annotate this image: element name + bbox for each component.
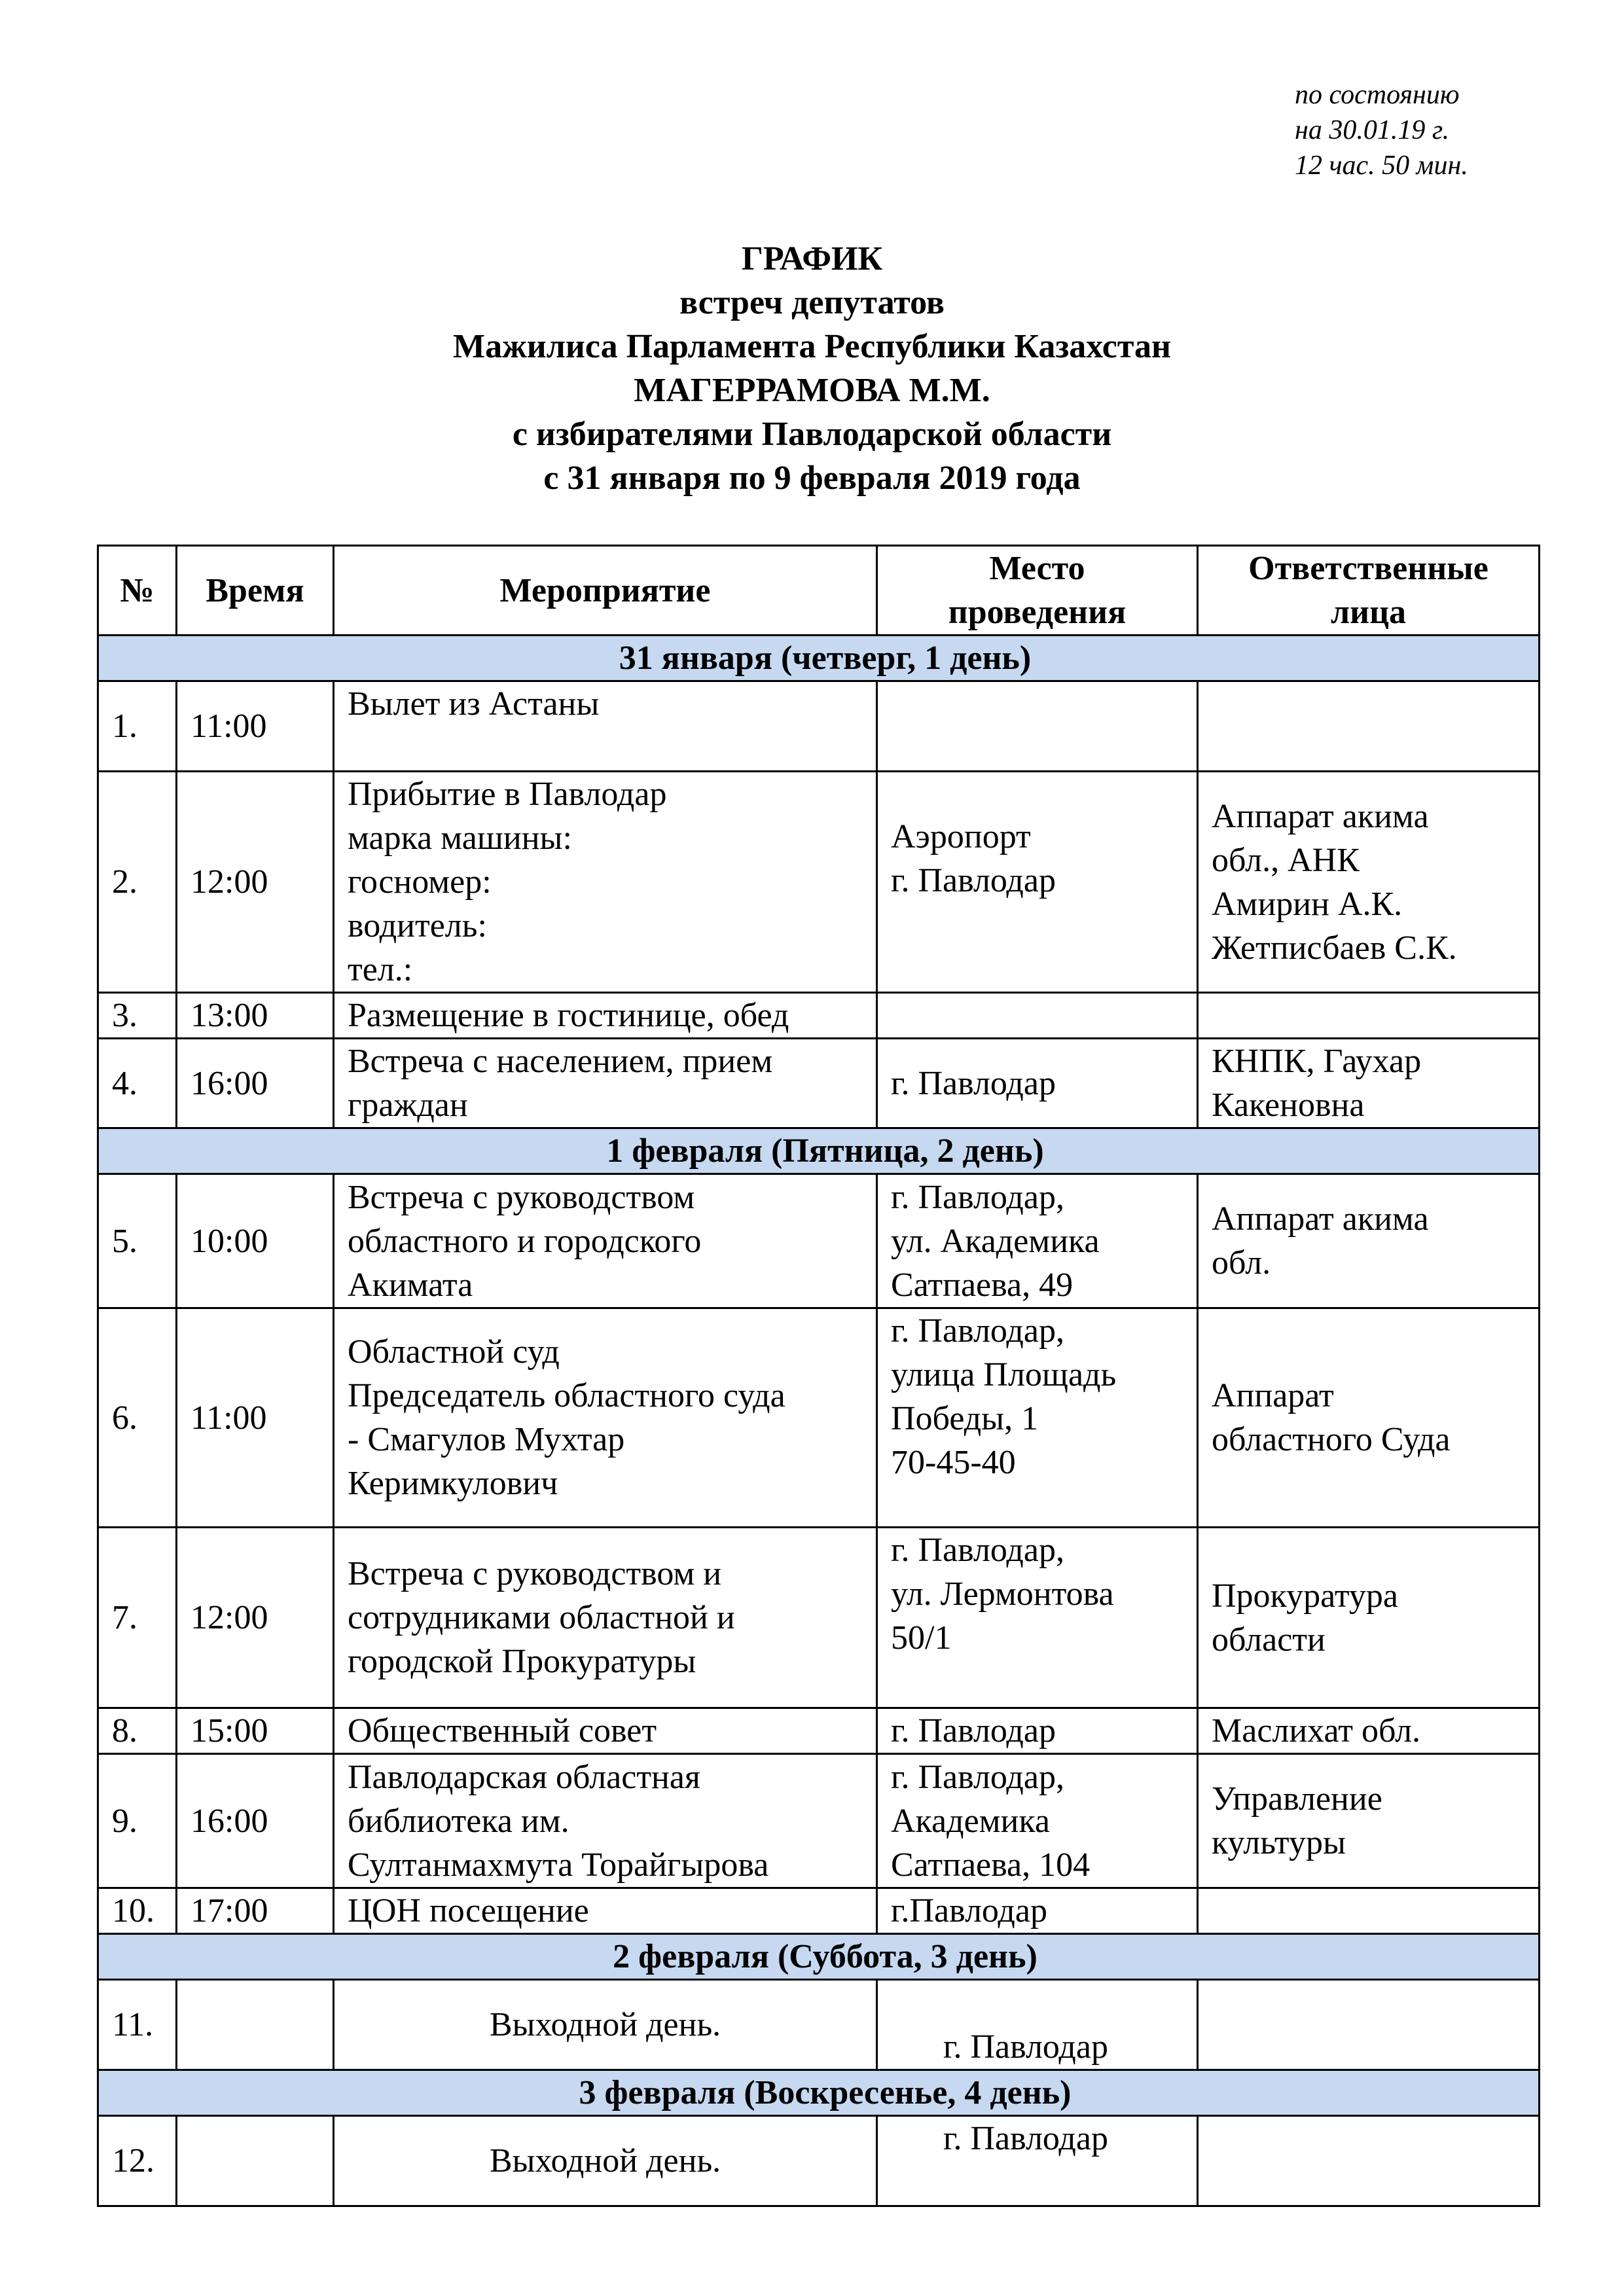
- cell-event: Общественный совет: [334, 1708, 877, 1754]
- table-row: [98, 993, 1540, 1039]
- cell-number: 9.: [98, 1754, 177, 1888]
- cell-responsible: Маслихат обл.: [1198, 1708, 1540, 1754]
- title-line-2: встреч депутатов: [679, 284, 945, 321]
- cell-responsible: КНПК, Гаухар Какеновна: [1198, 1039, 1540, 1128]
- table-row: [98, 681, 1540, 772]
- cell-number: 3.: [98, 993, 177, 1039]
- cell-number: 12.: [98, 2116, 177, 2206]
- cell-event: Встреча с руководством областного и городского Акимата: [334, 1174, 877, 1308]
- cell-place: г. Павлодар, ул. Лермонтова 50/1: [877, 1528, 1198, 1708]
- day-header-row: [98, 1128, 1540, 1174]
- document-title: [0, 237, 1624, 500]
- cell-place: Аэропорт г. Павлодар: [877, 772, 1198, 993]
- cell-event: Выходной день.: [334, 2116, 877, 2206]
- table-row: [98, 2116, 1540, 2206]
- cell-number: 10.: [98, 1888, 177, 1934]
- cell-responsible: [1198, 1980, 1540, 2070]
- title-line-5: с избирателями Павлодарской области: [512, 416, 1112, 453]
- title-line-1: ГРАФИК: [741, 240, 883, 278]
- day-header: 1 февраля (Пятница, 2 день): [98, 1128, 1540, 1174]
- cell-responsible: Аппарат акима обл., АНК Амирин А.К. Жетписбаев С.К.: [1198, 772, 1540, 993]
- cell-event: Прибытие в Павлодар марка машины: госномер: водитель: тел.:: [334, 772, 877, 993]
- table-header-row: [98, 546, 1540, 636]
- cell-time: 12:00: [177, 772, 334, 993]
- day-header: 3 февраля (Воскресенье, 4 день): [98, 2070, 1540, 2116]
- day-header-row: [98, 2070, 1540, 2116]
- cell-place: г. Павлодар: [877, 1980, 1198, 2070]
- cell-time: 12:00: [177, 1528, 334, 1708]
- schedule-table: [97, 545, 1540, 2207]
- title-line-6: с 31 января по 9 февраля 2019 года: [543, 459, 1081, 497]
- day-header: 2 февраля (Суббота, 3 день): [98, 1934, 1540, 1980]
- cell-time: 15:00: [177, 1708, 334, 1754]
- status-time: 12 час. 50 мин.: [1295, 151, 1468, 181]
- cell-number: 6.: [98, 1308, 177, 1528]
- cell-time: 11:00: [177, 681, 334, 772]
- cell-number: 11.: [98, 1980, 177, 2070]
- cell-time: 10:00: [177, 1174, 334, 1308]
- cell-responsible: [1198, 1888, 1540, 1934]
- cell-place: г. Павлодар: [877, 1039, 1198, 1128]
- cell-event: Выходной день.: [334, 1980, 877, 2070]
- day-header-row: [98, 1934, 1540, 1980]
- document-status-note: [1295, 77, 1468, 183]
- cell-event: ЦОН посещение: [334, 1888, 877, 1934]
- cell-time: [177, 1980, 334, 2070]
- cell-place: г. Павлодар: [877, 2116, 1198, 2206]
- cell-number: 2.: [98, 772, 177, 993]
- cell-event: Встреча с руководством и сотрудниками областной и городской Прокуратуры: [334, 1528, 877, 1708]
- status-date: на 30.01.19 г.: [1295, 115, 1450, 145]
- cell-time: 13:00: [177, 993, 334, 1039]
- day-header-row: [98, 636, 1540, 681]
- header-event: Мероприятие: [334, 546, 877, 636]
- cell-responsible: [1198, 2116, 1540, 2206]
- day-header: 31 января (четверг, 1 день): [98, 636, 1540, 681]
- cell-place: г. Павлодар, улица Площадь Победы, 1 70-45-40: [877, 1308, 1198, 1528]
- table-row: [98, 1528, 1540, 1708]
- cell-number: 5.: [98, 1174, 177, 1308]
- header-responsible: Ответственные лица: [1198, 546, 1540, 636]
- cell-event: Павлодарская областная библиотека им. Султанмахмута Торайгырова: [334, 1754, 877, 1888]
- cell-responsible: [1198, 681, 1540, 772]
- table-row: [98, 772, 1540, 993]
- table-row: [98, 1174, 1540, 1308]
- cell-place: [877, 993, 1198, 1039]
- table-row: [98, 1308, 1540, 1528]
- table-row: [98, 1980, 1540, 2070]
- cell-place: г.Павлодар: [877, 1888, 1198, 1934]
- table-row: [98, 1708, 1540, 1754]
- cell-responsible: Управление культуры: [1198, 1754, 1540, 1888]
- cell-number: 1.: [98, 681, 177, 772]
- cell-time: 16:00: [177, 1754, 334, 1888]
- cell-time: 11:00: [177, 1308, 334, 1528]
- cell-event: Размещение в гостинице, обед: [334, 993, 877, 1039]
- cell-responsible: [1198, 993, 1540, 1039]
- header-place: Место проведения: [877, 546, 1198, 636]
- cell-time: [177, 2116, 334, 2206]
- title-line-4: МАГЕРРАМОВА М.М.: [634, 372, 990, 409]
- table-row: [98, 1039, 1540, 1128]
- cell-time: 16:00: [177, 1039, 334, 1128]
- cell-responsible: Аппарат акима обл.: [1198, 1174, 1540, 1308]
- cell-time: 17:00: [177, 1888, 334, 1934]
- cell-event: Вылет из Астаны: [334, 681, 877, 772]
- status-line: по состоянию: [1295, 80, 1460, 110]
- cell-place: г. Павлодар, Академика Сатпаева, 104: [877, 1754, 1198, 1888]
- cell-place: г. Павлодар, ул. Академика Сатпаева, 49: [877, 1174, 1198, 1308]
- cell-place: [877, 681, 1198, 772]
- cell-responsible: Прокуратура области: [1198, 1528, 1540, 1708]
- title-line-3: Мажилиса Парламента Республики Казахстан: [452, 328, 1172, 365]
- cell-responsible: Аппарат областного Суда: [1198, 1308, 1540, 1528]
- cell-event: Встреча с населением, прием граждан: [334, 1039, 877, 1128]
- cell-number: 8.: [98, 1708, 177, 1754]
- table-row: [98, 1888, 1540, 1934]
- cell-place: г. Павлодар: [877, 1708, 1198, 1754]
- cell-number: 4.: [98, 1039, 177, 1128]
- header-time: Время: [177, 546, 334, 636]
- header-number: №: [98, 546, 177, 636]
- cell-number: 7.: [98, 1528, 177, 1708]
- table-row: [98, 1754, 1540, 1888]
- cell-event: Областной суд Председатель областного суда - Смагулов Мухтар Керимкулович: [334, 1308, 877, 1528]
